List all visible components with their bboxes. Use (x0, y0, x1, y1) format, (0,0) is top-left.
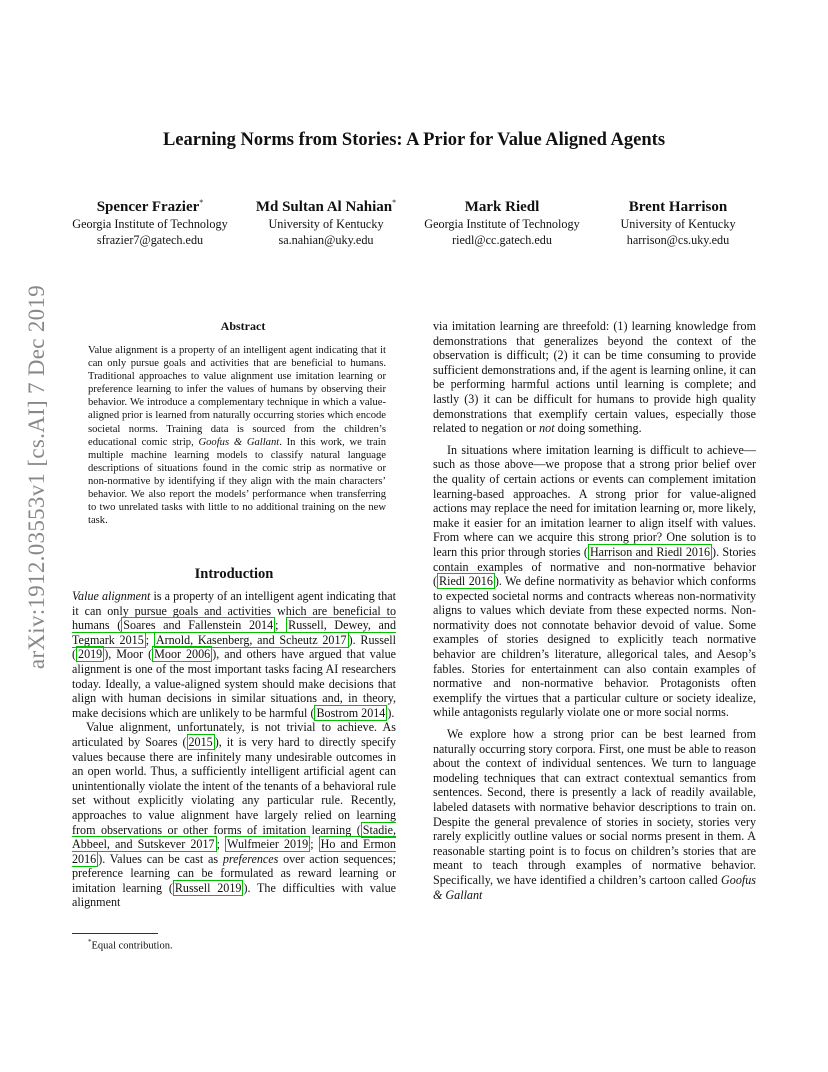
equal-contribution-mark: * (199, 198, 204, 207)
author-affiliation: University of Kentucky (620, 217, 736, 231)
author-affiliation: Georgia Institute of Technology (72, 217, 228, 231)
citation-link[interactable]: Soares and Fallenstein 2014 (123, 618, 274, 633)
intro-paragraph: Value alignment is a property of an intelligent agent indicating that it can only pursue goals and activities which are beneficial to humans ( Soares and Fallenstein 2014 ; Russell, Dewey, and Tegmark 2015 ; Arnold, Kasenberg, and Scheutz 2017 ). Russell ( 2019 ), Moor ( Moor 2006 ), and others have argued that value alignment is one of the most important tasks facing AI researchers today. Ideally, a value-aligned system should make decisions that align with human decisions in similar situations and, in theory, make decisions which are unlikely to be harmful ( Bostrom 2014 ). (72, 589, 397, 720)
comic-title: Goofus & Gallant (198, 436, 280, 448)
author-email: riedl@cc.gatech.edu (452, 233, 552, 247)
citation-link[interactable]: Riedl 2016 (439, 574, 493, 589)
author-email: harrison@cs.uky.edu (626, 233, 730, 247)
citation-link[interactable]: Ho and Ermon 2016 (72, 837, 396, 866)
equal-contribution-mark: * (392, 198, 397, 207)
author-email: sfrazier7@gatech.edu (96, 233, 204, 247)
citation-link[interactable]: Stadie, Abbeel, and Sutskever 2017 (72, 822, 396, 852)
footnote-text: Equal contribution. (91, 940, 173, 952)
author-affiliation: University of Kentucky (268, 217, 384, 231)
footnote-mark: * (88, 938, 92, 946)
author-name: Spencer Frazier (96, 199, 200, 215)
author-block (60, 194, 240, 248)
citation-link[interactable]: Wulfmeier 2019 (227, 837, 309, 852)
arxiv-stamp-text: arXiv:1912.03553v1 [cs.AI] 7 Dec 2019 (24, 284, 50, 670)
citation-link[interactable]: Arnold, Kasenberg, and Scheutz 2017 (155, 632, 347, 647)
introduction-heading: Introduction (194, 566, 274, 582)
comic-title: Goofus & Gallant (433, 872, 756, 902)
author-block (588, 194, 768, 248)
author-name: Brent Harrison (628, 199, 728, 215)
term: Value alignment (72, 589, 151, 603)
citation-link[interactable]: Bostrom 2014 (316, 705, 386, 720)
abstract-heading: Abstract (220, 319, 266, 333)
footnote (88, 938, 173, 952)
paper-title: Learning Norms from Stories: A Prior for Value Aligned Agents (162, 130, 666, 150)
arxiv-stamp (22, 284, 52, 670)
citation-link[interactable]: 2019 (78, 647, 103, 662)
body-paragraph: via imitation learning are threefold: (1) learning knowledge from demonstrations that generalizes beyond the context of the observation is difficult; (2) it can be time consuming to provide sufficient demonstrations and, if the agent is learning online, it can be performing harmful actions until learning is complete; and lastly (3) it can be difficult for humans to provide high quality demonstrations that exemplify certain values, especially those related to negation or not doing something. (433, 319, 756, 436)
citation-link[interactable]: Russell 2019 (174, 880, 242, 895)
body-paragraph: We explore how a strong prior can be best learned from naturally occurring story corpora. First, one must be able to reason about the context of individual sentences. We turn to language modeling techniques that can extract contextual semantics from sentences. Second, there is presently a lack of readily available, labeled datasets with normative behavior descriptions to train on. Despite the general prevalence of stories in society, stories very rarely explicitly outline values or social norms present in them. A reasonable starting point is to focus on children’s stories that are meant to teach through examples of normative behavior. Specifically, we have identified a children’s cartoon called Goofus & Gallant (433, 727, 756, 902)
abstract-text: Value alignment is a property of an intelligent agent indicating that it can only pursue goals and activities that are beneficial to humans. Traditional approaches to value alignment use imitation learning or preference learning to infer the values of humans by observing their behavior. We introduce a complementary technique in which a value-aligned prior is learned from naturally occurring stories which encode societal norms. Training data is sourced from the children’s educational comic strip, Goofus & Gallant. In this work, we train multiple machine learning models to classify natural language descriptions of situations found in the comic strip as normative or non-normative by identifying if they align with the main characters’ behavior. We also report the models’ performance when transferring to two unrelated tasks with little to no additional training on the new task. (88, 345, 387, 527)
intro-paragraph: Value alignment, unfortunately, is not trivial to achieve. As articulated by Soares ( 2015 ), it is very hard to directly specify values because there are infinitely many undesirable outcomes in an open world. Thus, a sufficiently intelligent artificial agent can unintentionally violate the intent of the tenants of a behavioral rule set without explicitly violating any particular rule. Recently, approaches to value alignment have largely relied on learning from observations or other forms of imitation learning ( Stadie, Abbeel, and Sutskever 2017 ; Wulfmeier 2019 ; Ho and Ermon 2016 ). Values can be cast as preferences over action sequences; preference learning can be formulated as reward learning or imitation learning ( Russell 2019 ). The difficulties with value alignment (72, 720, 397, 910)
author-block (236, 194, 416, 248)
author-affiliation: Georgia Institute of Technology (424, 217, 580, 231)
right-column (433, 319, 756, 902)
citation-link[interactable]: Moor 2006 (154, 647, 211, 662)
citation-link[interactable]: 2015 (188, 734, 213, 749)
footnote-divider (72, 933, 158, 934)
body-paragraph: In situations where imitation learning is difficult to achieve—such as those above—we propose that a strong prior belief over the quality of certain actions or events can complement imitation learning-based approaches. A strong prior for value-aligned actions may replace the need for imitation learning or, more likely, make it easier for an imitation learner to align itself with values. From where can we acquire this strong prior? One solution is to learn this prior through stories ( Harrison and Riedl 2016 ). Stories contain examples of normative and non-normative behavior ( Riedl 2016 ). We define normativity as behavior which conforms to expected societal norms and contracts whereas non-normativity aligns to values which deviate from these expected norms. Non-normativity does not connotate behavior devoid of value. Some examples of stories designed to explicitly teach normative behavior are children’s literature, allegorical tales, and Aesop’s fables. Stories for entertainment can also contain examples of normative and non-normative behavior. Protagonists often exemplify the virtues that a particular culture or society idealize, while antagonists regularly violate one or more social norms. (433, 442, 757, 720)
citation-link[interactable]: Harrison and Riedl 2016 (589, 544, 711, 559)
author-name: Md Sultan Al Nahian (255, 199, 393, 215)
citation-link[interactable]: Russell, Dewey, and Tegmark 2015 (72, 618, 396, 647)
author-block (412, 194, 592, 248)
author-email: sa.nahian@uky.edu (278, 233, 374, 247)
left-column (72, 589, 396, 910)
author-name: Mark Riedl (464, 199, 540, 215)
